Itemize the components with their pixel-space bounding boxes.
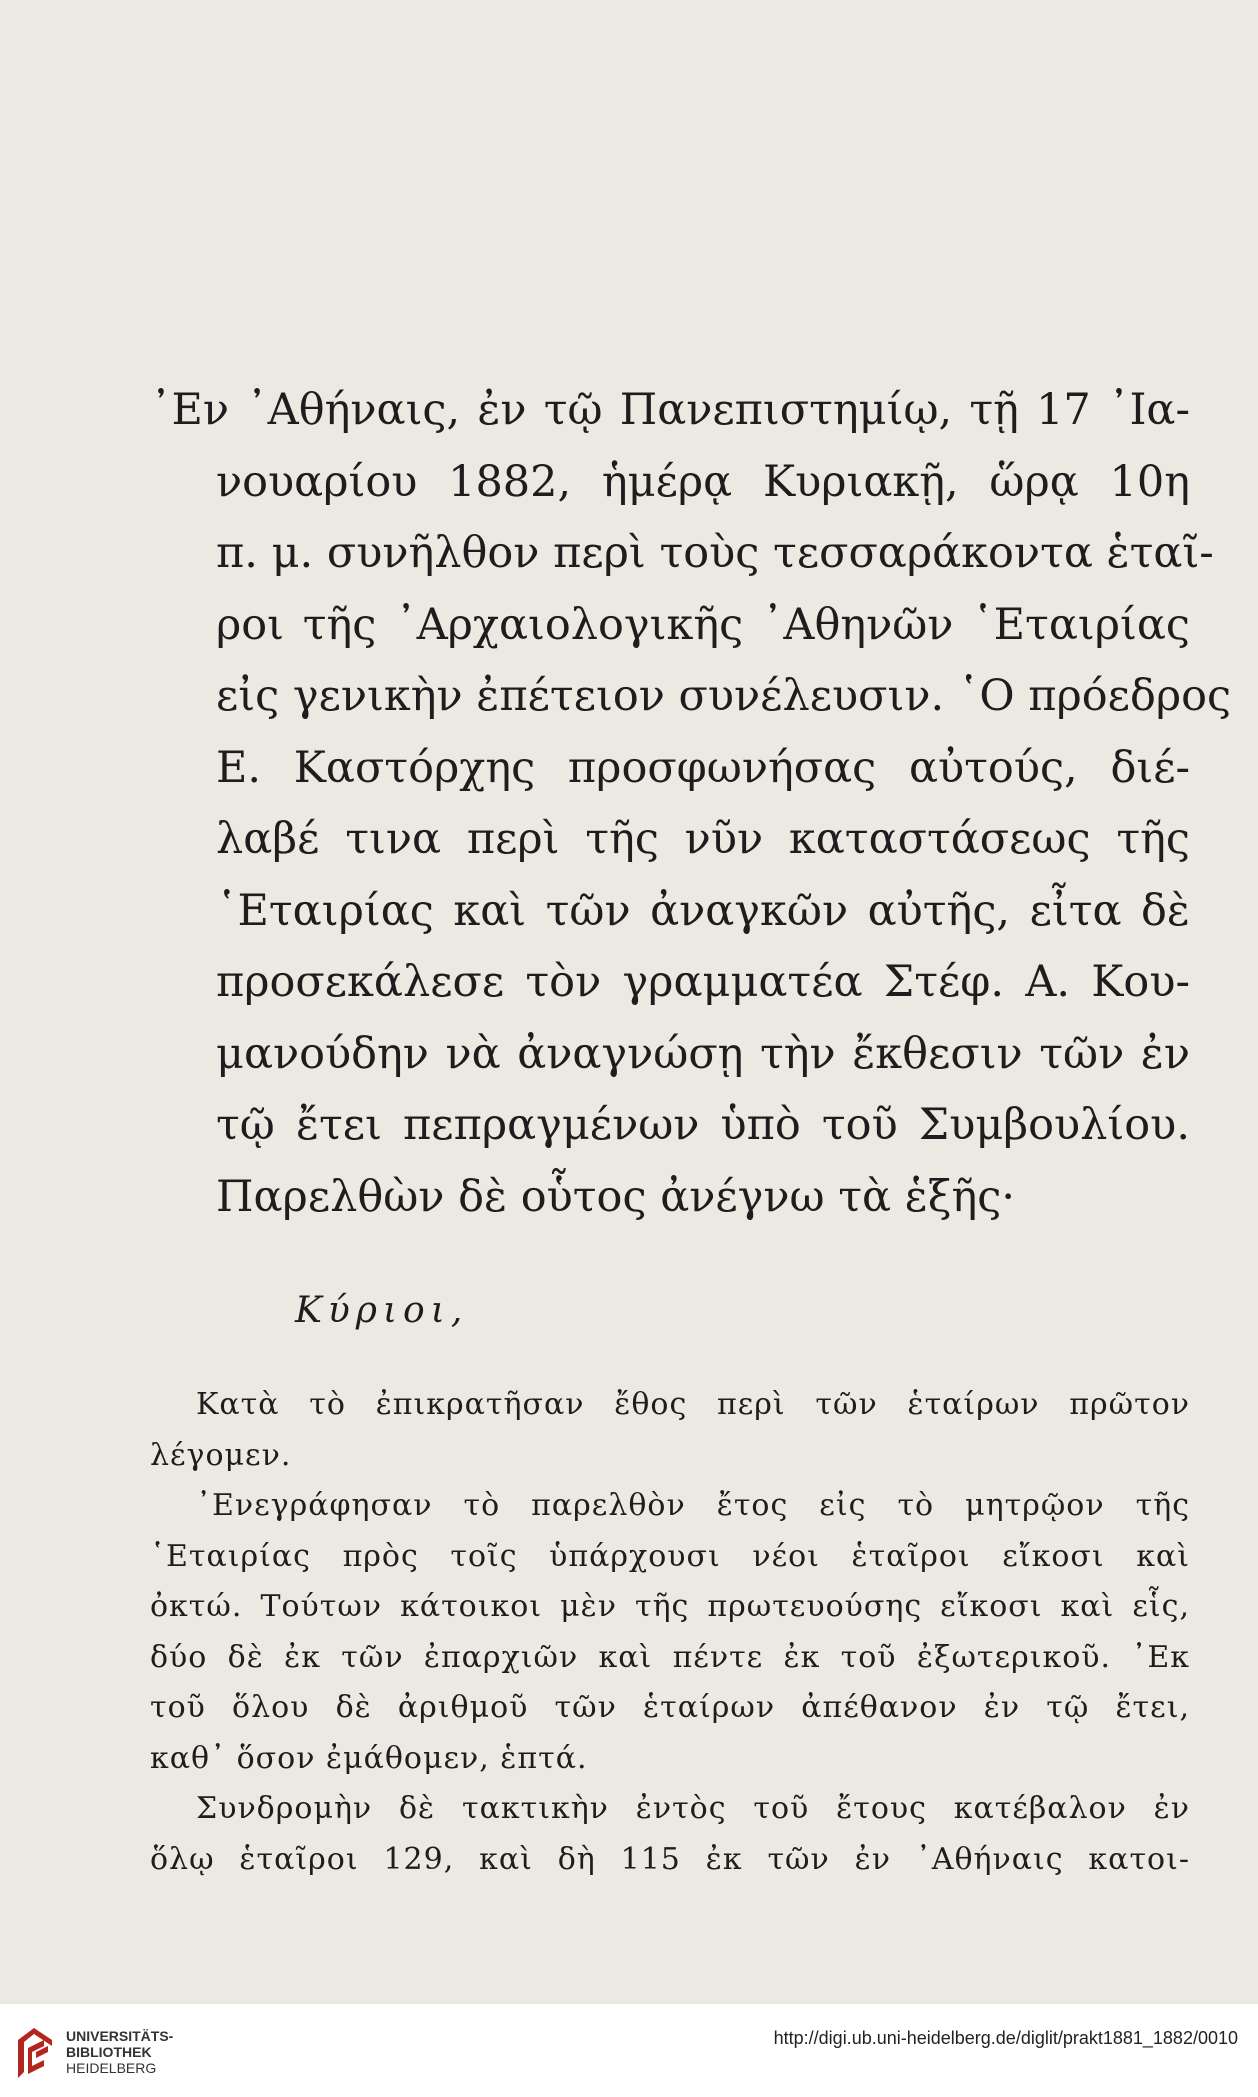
permalink-url[interactable]: http://digi.ub.uni-heidelberg.de/diglit/prakt1881_1882/0010 xyxy=(773,2028,1238,2048)
main-line: μανούδην νὰ ἀναγνώσῃ τὴν ἔκθεσιν τῶν ἐν xyxy=(216,1028,1190,1079)
report-line: ὀκτώ. Τούτων κάτοικοι μὲν τῆς πρωτευούσης εἴκοσι καὶ εἷς, xyxy=(150,1589,1190,1624)
main-line: λαβέ τινα περὶ τῆς νῦν καταστάσεως τῆς xyxy=(216,814,1190,864)
main-line: προσεκάλεσε τὸν γραμματέα Στέφ. Α. Κου- xyxy=(216,957,1190,1007)
report-text xyxy=(150,1380,1190,1885)
main-line: ῾Εταιρίας καὶ τῶν ἀναγκῶν αὐτῆς, εἶτα δὲ xyxy=(216,885,1190,936)
main-line: εἰς γενικὴν ἐπέτειον συνέλευσιν. ῾Ο πρόεδρος xyxy=(216,671,1232,721)
main-line: ροι τῆς ᾿Αρχαιολογικῆς ᾿Αθηνῶν ῾Εταιρίας xyxy=(216,599,1190,650)
main-paragraph xyxy=(150,375,1232,1233)
main-line: Παρελθὼν δὲ οὗτος ἀνέγνω τὰ ἑξῆς· xyxy=(216,1171,1015,1222)
university-library-logo-icon xyxy=(14,2022,56,2084)
main-line: ᾿Εν ᾿Αθήναις, ἐν τῷ Πανεπιστημίῳ, τῇ 17 ᾿Ια- xyxy=(150,385,1190,435)
report-line: τοῦ ὅλου δὲ ἀριθμοῦ τῶν ἑταίρων ἀπέθανον ἐν τῷ ἔτει, xyxy=(150,1690,1190,1725)
report-line: Συνδρομὴν δὲ τακτικὴν ἐντὸς τοῦ ἔτους κατέβαλον ἐν xyxy=(196,1791,1190,1826)
report-line: ὅλῳ ἑταῖροι 129, καὶ δὴ 115 ἐκ τῶν ἐν ᾿Αθήναις κατοι- xyxy=(150,1841,1190,1877)
report-line: καθ᾿ ὅσον ἐμάθομεν, ἑπτά. xyxy=(150,1740,588,1776)
report-line: δύο δὲ ἐκ τῶν ἐπαρχιῶν καὶ πέντε ἐκ τοῦ ἐξωτερικοῦ. ᾿Εκ xyxy=(150,1639,1190,1675)
viewer-footer xyxy=(0,2004,1258,2097)
report-line: ῾Εταιρίας πρὸς τοῖς ὑπάρχουσι νέοι ἑταῖροι εἴκοσι καὶ xyxy=(150,1538,1190,1574)
main-line: τῷ ἔτει πεπραγμένων ὑπὸ τοῦ Συμβουλίου. xyxy=(216,1100,1190,1150)
main-line: νουαρίου 1882, ἡμέρᾳ Κυριακῇ, ὥρᾳ 10η xyxy=(216,456,1190,507)
report-line: ᾿Ενεγράφησαν τὸ παρελθὸν ἔτος εἰς τὸ μητρῷον τῆς xyxy=(196,1488,1190,1523)
main-line: π. μ. συνῆλθον περὶ τοὺς τεσσαράκοντα ἑταῖ- xyxy=(216,528,1214,578)
report-line: λέγομεν. xyxy=(150,1437,292,1473)
report-line: Κατὰ τὸ ἐπικρατῆσαν ἔθος περὶ τῶν ἑταίρων πρῶτον xyxy=(196,1387,1190,1422)
library-name: UNIVERSITÄTS- BIBLIOTHEK HEIDELBERG xyxy=(66,2028,174,2076)
salutation-heading: Κύριοι, xyxy=(295,1290,469,1331)
main-line: Ε. Καστόρχης προσφωνήσας αὐτούς, διέ- xyxy=(216,742,1190,793)
